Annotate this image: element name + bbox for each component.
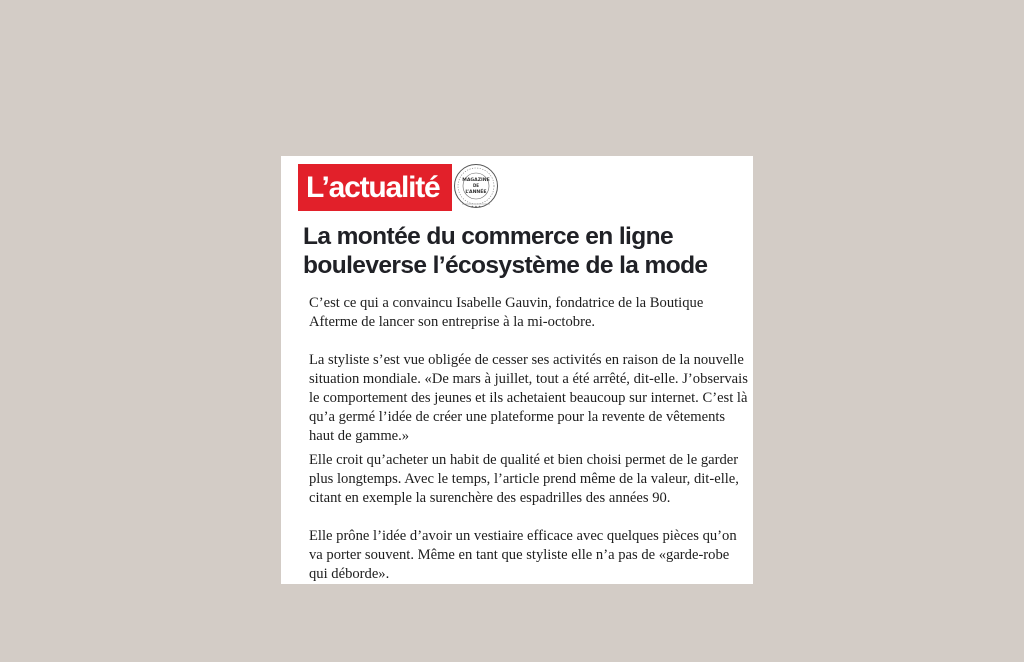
paragraph-4: Elle prône l’idée d’avoir un vestiaire efficace avec quelques pièces qu’on va porter souvent. Même en tant que styliste elle n’a pas de «garde-robe qui déborde». [309, 528, 737, 582]
article-headline [303, 222, 748, 280]
svg-text:★ ★ ★: ★ ★ ★ [471, 204, 481, 209]
brand-logo-text: L’actualité [306, 171, 440, 204]
paragraph-2: La styliste s’est vue obligée de cesser ses activités en raison de la nouvelle situation mondiale. «De mars à juillet, tout a été arrêté, dit-elle. J’observais le comportement des jeunes et ils achetaient beaucoup sur internet. C’est là qu’a germé l’idée de créer une plateforme pour la revente de vêtements haut de gamme.» [309, 352, 748, 444]
paragraph-3: Elle croit qu’acheter un habit de qualité et bien choisi permet de le garder plus longtemps. Avec le temps, l’article prend même de la valeur, dit-elle, citant en exemple la surenchère des espadrilles des années 90. [309, 452, 739, 506]
magazine-seal-icon [453, 158, 499, 214]
paragraph-1: C’est ce qui a convaincu Isabelle Gauvin, fondatrice de la Boutique Afterme de lancer son entreprise à la mi-octobre. [309, 295, 704, 330]
headline-line-2: bouleverse l’écosystème de la mode [303, 252, 708, 279]
svg-text:DE: DE [472, 183, 480, 188]
brand-logo [298, 164, 452, 211]
headline-line-1: La montée du commerce en ligne [303, 223, 674, 250]
article-body [309, 294, 749, 584]
article-card [281, 156, 753, 584]
svg-text:MAGAZINE: MAGAZINE [462, 178, 490, 183]
svg-text:L’ANNÉE: L’ANNÉE [465, 190, 487, 195]
